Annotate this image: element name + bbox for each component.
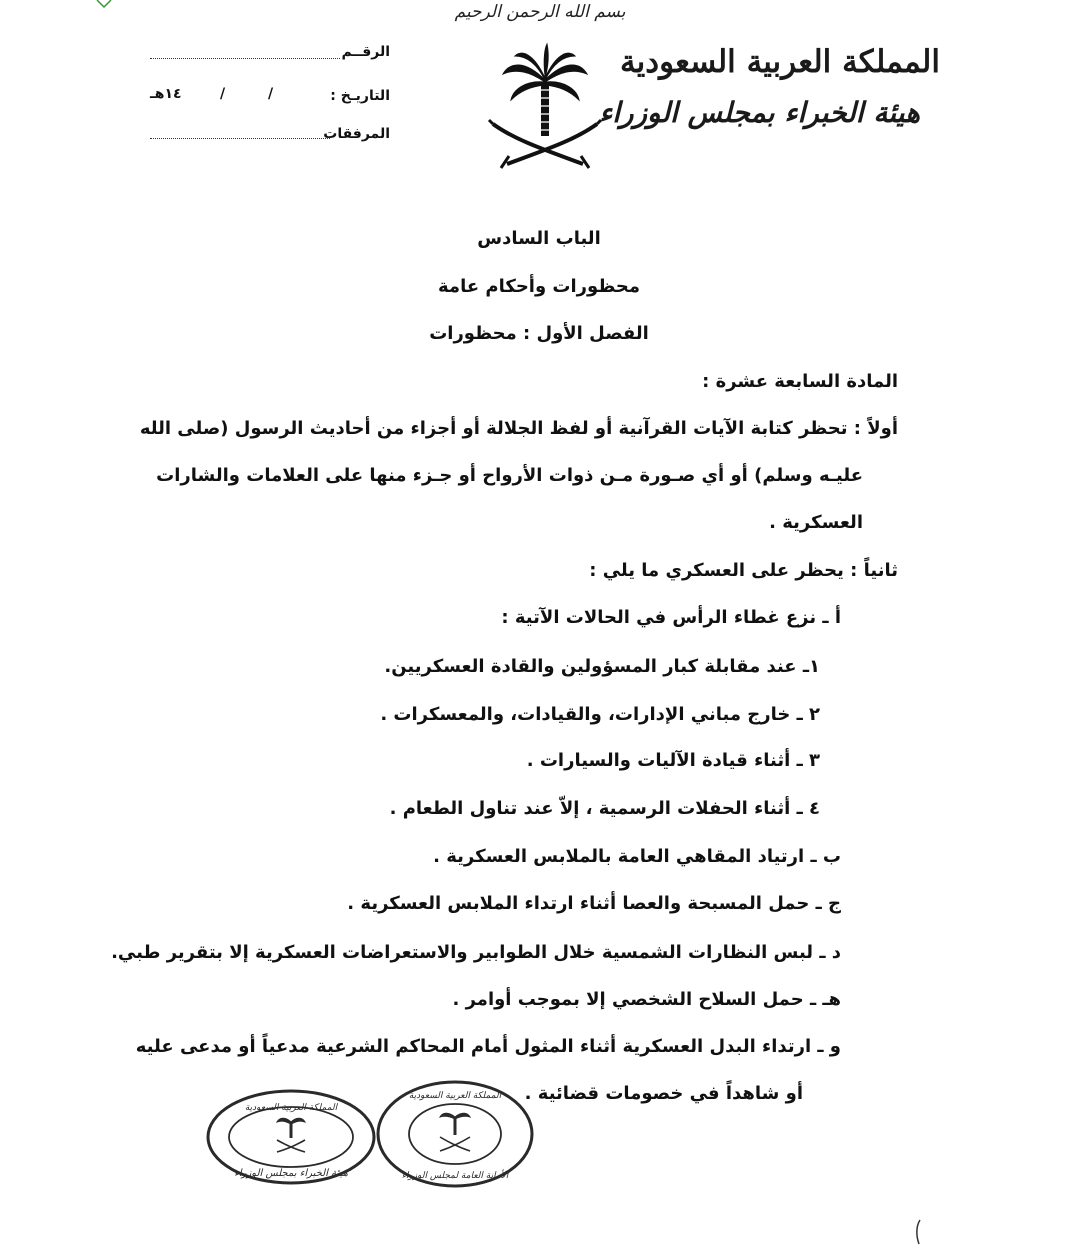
item-b: ب ـ ارتياد المقاهي العامة بالملابس العسكرية .	[433, 846, 841, 867]
item-a1: ١ـ عند مقابلة كبار المسؤولين والقادة العسكريين.	[384, 656, 820, 677]
basmala: بسم الله الرحمن الرحيم	[454, 2, 626, 22]
date-separator: /	[268, 86, 274, 102]
date-field	[150, 86, 330, 108]
seal-right-bottom-text: الأمانة العامة لمجلس الوزراء	[401, 1171, 509, 1181]
item-a: أ ـ نزع غطاء الرأس في الحالات الآتية :	[501, 607, 841, 628]
item-f-line-1: و ـ ارتداء البدل العسكرية أثناء المثول أمام المحاكم الشرعية مدعياً أو مدعى عليه	[135, 1036, 841, 1057]
seal-left-bottom-text: هيئة الخبراء بمجلس الوزراء	[234, 1168, 348, 1179]
paragraph-first-line-2: عليـه وسلم) أو أي صـورة مـن ذوات الأرواح أو جـزء منها على العلامات والشارات	[156, 465, 863, 486]
item-c: ج ـ حمل المسبحة والعصا أثناء ارتداء الملابس العسكرية .	[347, 893, 841, 914]
item-e: هـ ـ حمل السلاح الشخصي إلا بموجب أوامر .	[452, 989, 841, 1010]
corner-mark	[96, 0, 112, 8]
number-line	[150, 58, 340, 59]
item-a3: ٣ ـ أثناء قيادة الآليات والسيارات .	[526, 750, 820, 771]
paragraph-second: ثانياً : يحظر على العسكري ما يلي :	[589, 560, 898, 581]
item-a4: ٤ ـ أثناء الحفلات الرسمية ، إلاّ عند تناول الطعام .	[389, 798, 820, 819]
palm-swords-emblem-icon	[485, 40, 605, 170]
margin-mark	[914, 1218, 924, 1246]
item-f-line-2: أو شاهداً في خصومات قضائية .	[524, 1083, 803, 1104]
cabinet-secretariat-seal	[375, 1078, 535, 1190]
seal-left-top-text: المملكة العربية السعودية	[244, 1103, 338, 1113]
agency-name: هيئة الخبراء بمجلس الوزراء	[599, 96, 920, 129]
section-title: الفصل الأول : محظورات	[429, 323, 649, 344]
attachments-label: المرفقات	[323, 126, 390, 142]
chapter-subtitle: محظورات وأحكام عامة	[438, 276, 640, 297]
experts-commission-seal	[205, 1088, 377, 1186]
attachments-line	[150, 138, 330, 139]
number-label: الرقــم	[341, 44, 390, 60]
item-a2: ٢ ـ خارج مباني الإدارات، والقيادات، والمعسكرات .	[380, 704, 820, 725]
chapter-title: الباب السادس	[477, 228, 601, 249]
date-label: التاريـخ :	[330, 88, 390, 104]
paragraph-first-line-3: العسكرية .	[769, 512, 863, 533]
kingdom-name: المملكة العربية السعودية	[620, 44, 940, 80]
date-suffix: ١٤هـ	[150, 86, 182, 102]
paragraph-first-line-1: أولاً : تحظر كتابة الآيات القرآنية أو لفظ الجلالة أو أجزاء من أحاديث الرسول (صلى الله	[139, 418, 898, 439]
seal-right-top-text: المملكة العربية السعودية	[408, 1091, 502, 1101]
article-heading: المادة السابعة عشرة :	[702, 371, 898, 392]
item-d: د ـ لبس النظارات الشمسية خلال الطوابير والاستعراضات العسكرية إلا بتقرير طبي.	[111, 942, 841, 963]
date-separator: /	[220, 86, 226, 102]
